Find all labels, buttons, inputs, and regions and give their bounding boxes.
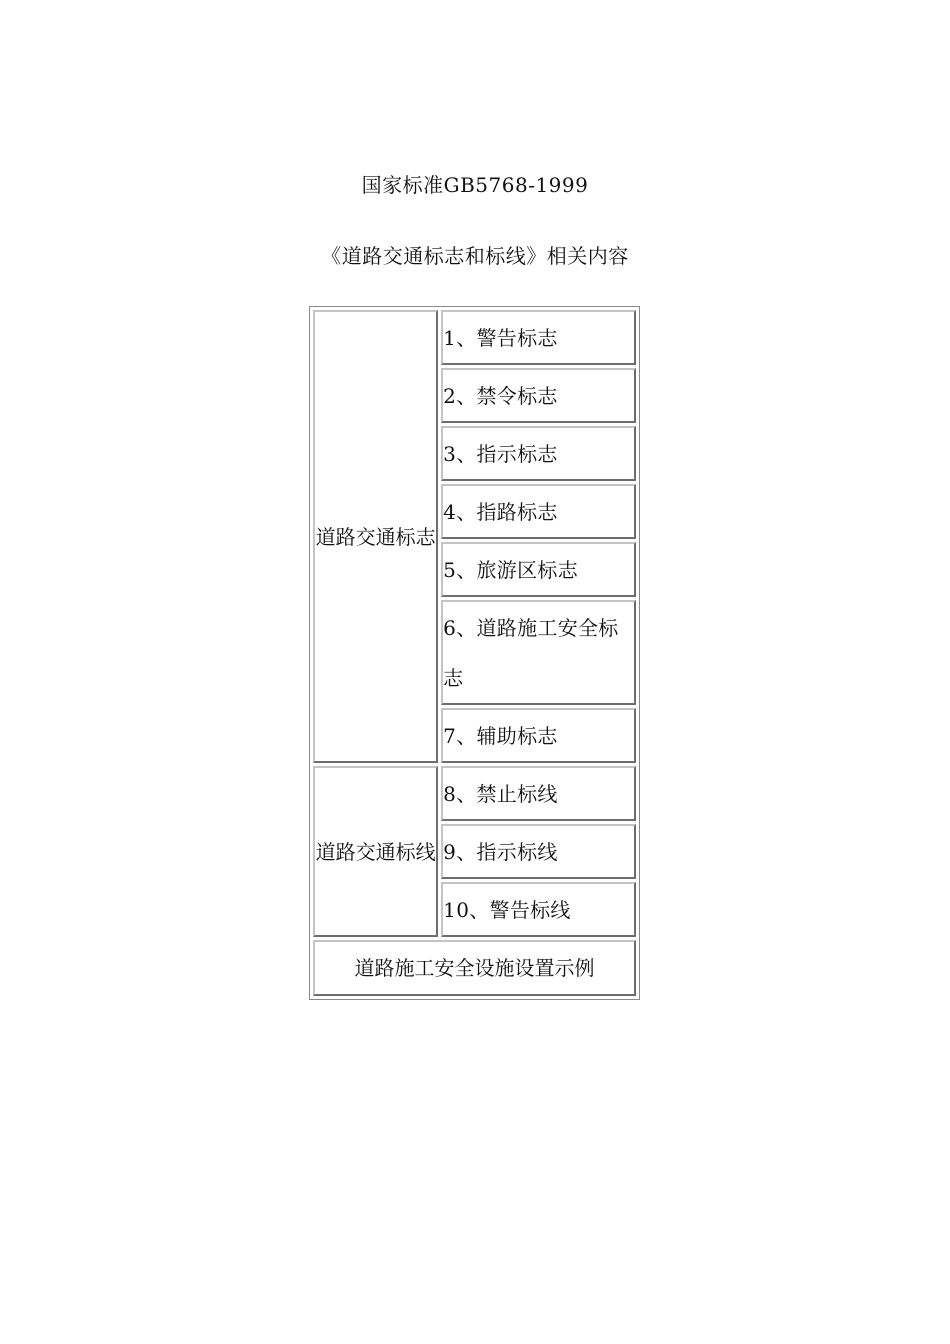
group-cell-traffic-signs: 道路交通标志 (313, 310, 438, 763)
group-cell-traffic-markings: 道路交通标线 (313, 766, 438, 937)
footer-cell: 道路施工安全设施设置示例 (313, 940, 636, 996)
content-table (309, 306, 640, 1000)
list-item: 8、禁止标线 (441, 766, 636, 821)
list-item: 2、禁令标志 (441, 368, 636, 423)
table-row (313, 940, 636, 996)
document-title: 国家标准GB5768-1999 (361, 173, 589, 197)
list-item: 1、警告标志 (441, 310, 636, 365)
list-item: 4、指路标志 (441, 484, 636, 539)
list-item: 7、辅助标志 (441, 708, 636, 763)
table-row (313, 766, 636, 821)
list-item: 5、旅游区标志 (441, 542, 636, 597)
list-item: 10、警告标线 (441, 882, 636, 937)
list-item: 6、道路施工安全标志 (441, 600, 636, 705)
list-item: 9、指示标线 (441, 824, 636, 879)
list-item: 3、指示标志 (441, 426, 636, 481)
table-row (313, 310, 636, 365)
document-subtitle: 《道路交通标志和标线》相关内容 (321, 244, 629, 268)
